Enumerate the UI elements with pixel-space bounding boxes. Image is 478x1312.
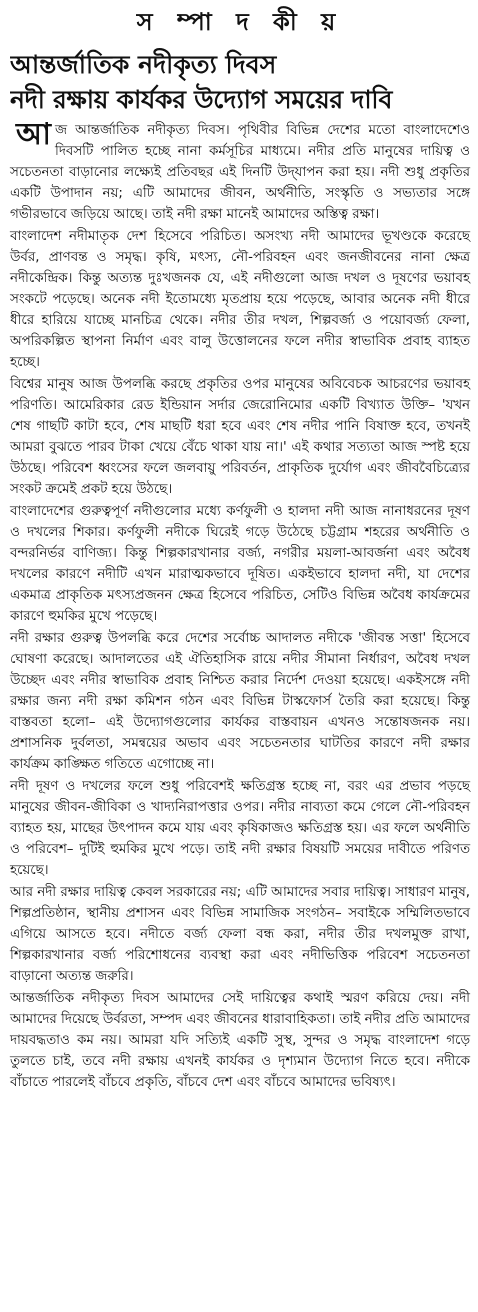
- drop-cap: আ: [16, 117, 51, 152]
- paragraph-1: [10, 117, 470, 225]
- subheadline: নদী রক্ষায় কার্যকর উদ্যোগ সময়ের দাবি: [10, 85, 393, 114]
- paragraph-8: আন্তর্জাতিক নদীকৃত্য দিবস আমাদের সেই দায়িত্বের কথাই স্মরণ করিয়ে দেয়। নদী আমাদের দিয়েছে উর্বরতা, সম্পদ এবং জীবনের ধারাবাহিকতা। তাই নদীর প্রতি আমাদের দায়বদ্ধতাও কম নয়। আমরা যদি সত্যিই একটি সুস্থ, সুন্দর ও সমৃদ্ধ বাংলাদেশ গড়ে তুলতে চাই, তবে নদী রক্ষায় এখনই কার্যকর ও দৃশ্যমান উদ্যোগ নিতে হবে। নদীকে বাঁচাতে পারলেই বাঁচবে প্রকৃতি, বাঁচবে দেশ এবং বাঁচবে আমাদের ভবিষ্যৎ।: [10, 991, 470, 1090]
- paragraph-5: নদী রক্ষার গুরুত্ব উপলব্ধি করে দেশের সর্বোচ্চ আদালত নদীকে 'জীবন্ত সত্তা' হিসেবে ঘোষণা করেছে। আদালতের এই ঐতিহাসিক রায়ে নদীর সীমানা নির্ধারণ, অবৈধ দখল উচ্ছেদ এবং নদীর স্বাভাবিক প্রবাহ নিশ্চিত করার নির্দেশ দেওয়া হয়েছে। একইসঙ্গে নদী রক্ষার জন্য নদী রক্ষা কমিশন গঠন এবং বিভিন্ন টাস্কফোর্স তৈরি করা হয়েছে। কিন্তু বাস্তবতা হলো– এই উদ্যোগগুলোর কার্যকর বাস্তবায়ন এখনও সন্তোষজনক নয়। প্রশাসনিক দুর্বলতা, সমন্বয়ের অভাব এবং সচেতনতার ঘাটতির কারণে নদী রক্ষার কার্যক্রম কাঙ্ক্ষিত গতিতে এগোচ্ছে না।: [10, 631, 470, 772]
- paragraph-4: বাংলাদেশের গুরুত্বপূর্ণ নদীগুলোর মধ্যে কর্ণফুলী ও হালদা নদী আজ নানাধরনের দূষণ ও দখলের শিকার। কর্ণফুলী নদীকে ঘিরেই গড়ে উঠেছে চট্টগ্রাম শহরের অর্থনীতি ও বন্দরনির্ভর বাণিজ্য। কিন্তু শিল্পকারখানার বর্জ্য, নগরীর ময়লা-আবর্জনা এবং অবৈধ দখলের কারণে নদীটি এখন মারাত্মকভাবে দূষিত। একইভাবে হালদা নদী, যা দেশের একমাত্র প্রাকৃতিক মৎস্যপ্রজনন ক্ষেত্র হিসেবে পরিচিত, সেটিও বিভিন্ন অবৈধ কার্যক্রমের কারণে হুমকির মুখে পড়েছে।: [10, 504, 470, 624]
- article-body: [10, 117, 470, 1093]
- headline: আন্তর্জাতিক নদীকৃত্য দিবস: [10, 50, 277, 79]
- paragraph-text: জ আন্তর্জাতিক নদীকৃত্য দিবস। পৃথিবীর বিভিন্ন দেশের মতো বাংলাদেশেও দিবসটি পালিত হচ্ছে নানা কর্মসূচির মাধ্যমে। নদীর প্রতি মানুষের দায়িত্ব ও সচেতনতা বাড়ানোর লক্ষ্যেই প্রতিবছর এই দিনটি উদ্‌যাপন করা হয়। নদী শুধু প্রকৃতির একটি উপাদান নয়; এটি আমাদের জীবন, অর্থনীতি, সংস্কৃতি ও সভ্যতার সঙ্গে গভীরভাবে জড়িয়ে আছে। তাই নদী রক্ষা মানেই আমাদের অস্তিত্ব রক্ষা।: [10, 123, 470, 222]
- paragraph-6: নদী দূষণ ও দখলের ফলে শুধু পরিবেশই ক্ষতিগ্রস্ত হচ্ছে না, বরং এর প্রভাব পড়ছে মানুষের জীবন-জীবিকা ও খাদ্যনিরাপত্তার ওপর। নদীর নাব্যতা কমে গেলে নৌ-পরিবহন ব্যাহত হয়, মাছের উৎপাদন কমে যায় এবং কৃষিকাজও ক্ষতিগ্রস্ত হয়। এর ফলে অর্থনীতি ও পরিবেশ– দুটিই হুমকির মুখে পড়ে। তাই নদী রক্ষার বিষয়টি সময়ের দাবীতে পরিণত হয়েছে।: [10, 779, 470, 878]
- section-label: স ম্পা দ কী য়: [136, 8, 344, 36]
- paragraph-3: বিশ্বের মানুষ আজ উপলব্ধি করছে প্রকৃতির ওপর মানুষের অবিবেচক আচরণের ভয়াবহ পরিণতি। আমেরিকার রেড ইন্ডিয়ান সর্দার জেরোনিমোর একটি বিখ্যাত উক্তি– 'যখন শেষ গাছটি কাটা হবে, শেষ মাছটি ধরা হবে এবং শেষ নদীর পানি বিষাক্ত হবে, তখনই আমরা বুঝতে পারব টাকা খেয়ে বেঁচে থাকা যায় না।' এই কথার সত্যতা আজ স্পষ্ট হয়ে উঠছে। পরিবেশ ধ্বংসের ফলে জলবায়ু পরিবর্তন, প্রাকৃতিক দুর্যোগ এবং জীববৈচিত্র্যের সংকট ক্রমেই প্রকট হয়ে উঠছে।: [10, 377, 470, 497]
- paragraph-7: আর নদী রক্ষার দায়িত্ব কেবল সরকারের নয়; এটি আমাদের সবার দায়িত্ব। সাধারণ মানুষ, শিল্পপ্রতিষ্ঠান, স্থানীয় প্রশাসন এবং বিভিন্ন সামাজিক সংগঠন– সবাইকে সম্মিলিতভাবে এগিয়ে আসতে হবে। নদীতে বর্জ্য ফেলা বন্ধ করা, নদীর তীর দখলমুক্ত রাখা, শিল্পকারখানার বর্জ্য পরিশোধনের ব্যবস্থা করা এবং নদীভিত্তিক পরিবেশ সচেতনতা বাড়ানো অত্যন্ত জরুরি।: [10, 885, 470, 984]
- paragraph-2: বাংলাদেশ নদীমাতৃক দেশ হিসেবে পরিচিত। অসংখ্য নদী আমাদের ভূখণ্ডকে করেছে উর্বর, প্রাণবন্ত ও সমৃদ্ধ। কৃষি, মৎস্য, নৌ-পরিবহন এবং জনজীবনের নানা ক্ষেত্র নদীকেন্দ্রিক। কিন্তু অত্যন্ত দুঃখজনক যে, এই নদীগুলো আজ দখল ও দূষণের ভয়াবহ সংকটে পড়েছে। অনেক নদী ইতোমধ্যে মৃতপ্রায় হয়ে পড়েছে, আবার অনেক নদী ধীরে ধীরে হারিয়ে যাচ্ছে মানচিত্র থেকে। নদীর তীর দখল, শিল্পবর্জ্য ও পয়োবর্জ্য ফেলা, অপরিকল্পিত স্থাপনা নির্মাণ এবং বালু উত্তোলনের ফলে নদীর স্বাভাবিক প্রবাহ ব্যাহত হচ্ছে।: [10, 229, 470, 370]
